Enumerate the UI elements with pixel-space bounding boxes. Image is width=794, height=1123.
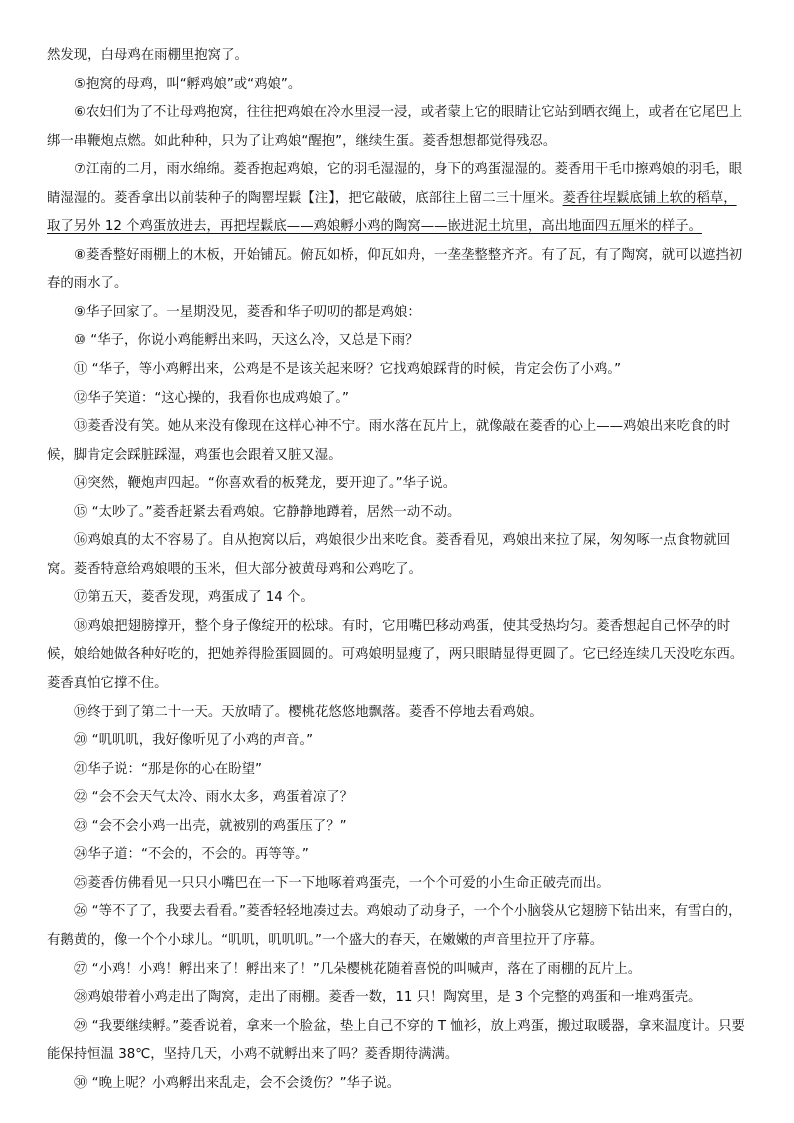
paragraph-14: ⑭突然，鞭炮声四起。“你喜欢看的板凳龙，要开迎了。”华子说。 bbox=[74, 476, 457, 492]
paragraph-25: ㉕菱香仿佛看见一只只小嘴巴在一下一下地啄着鸡蛋壳，一个个可爱的小生命正破壳而出。 bbox=[74, 875, 610, 891]
paragraph-16: ⑯鸡娘真的太不容易了。自从抱窝以后，鸡娘很少出来吃食。菱香看见，鸡娘出来拉了屎，匆匆啄一点食物就回窝。菱香特意给鸡娘喂的玉米，但大部分被黄母鸡和公鸡吃了。 bbox=[47, 533, 731, 577]
paragraph-10: ⑩ “华子，你说小鸡能孵出来吗，天这么冷，又总是下雨？ bbox=[74, 333, 419, 349]
paragraph-13: ⑬菱香没有笑。她从来没有像现在这样心神不宁。雨水落在瓦片上，就像敲在菱香的心上——鸡娘出来吃食的时候，脚肯定会踩脏踩湿，鸡蛋也会跟着又脏又湿。 bbox=[47, 419, 731, 463]
paragraph-18: ⑱鸡娘把翅膀撑开，整个身子像绽开的松球。有时，它用嘴巴移动鸡蛋，使其受热均匀。菱香想起自己怀孕的时候，娘给她做各种好吃的，把她养得脸蛋圆圆的。可鸡娘明显瘦了，两只眼睛显得更圆了。它已经连续几天没吃东西。菱香真怕它撑不住。 bbox=[47, 618, 744, 692]
paragraph-7-text: ⑦江南的二月，雨水绵绵。菱香抱起鸡娘，它的羽毛湿湿的，身下的鸡蛋湿湿的。菱香用干毛巾擦鸡娘的羽毛，眼睛湿湿的。菱香拿出以前装种子的陶罂埕鬏【注】，把它敲破，底部往上留二三十厘米。 bbox=[47, 162, 743, 206]
paragraph-26: ㉖ “等不了了，我要去看看。”菱香轻轻地凑过去。鸡娘动了动身子，一个个小脑袋从它翅膀下钻出来，有雪白的，有鹅黄的，像一个个小球儿。“叽叽，叽叽叽。”一个盛大的春天，在嫩嫩的声音里拉开了序幕。 bbox=[47, 904, 742, 948]
paragraph-28: ㉘鸡娘带着小鸡走出了陶窝，走出了雨棚。菱香一数，11 只！陶窝里，是 3 个完整的鸡蛋和一堆鸡蛋壳。 bbox=[74, 990, 702, 1006]
paragraph-15: ⑮ “太吵了。”菱香赶紧去看鸡娘。它静静地蹲着，居然一动不动。 bbox=[74, 504, 461, 520]
paragraph-continuation: 然发现，白母鸡在雨棚里抱窝了。 bbox=[47, 48, 248, 63]
paragraph-5: ⑤抱窝的母鸡，叫“孵鸡娘”或“鸡娘”。 bbox=[74, 76, 302, 92]
paragraph-24: ㉔华子道：“不会的，不会的。再等等。” bbox=[74, 847, 309, 863]
paragraph-17: ⑰第五天，菱香发现，鸡蛋成了 14 个。 bbox=[74, 590, 314, 606]
paragraph-30: ㉚ “晚上呢？小鸡孵出来乱走，会不会烫伤？”华子说。 bbox=[74, 1075, 401, 1091]
paragraph-6: ⑥农妇们为了不让母鸡抱窝，往往把鸡娘在冷水里浸一浸，或者蒙上它的眼睛让它站到晒衣绳上，或者在它尾巴上绑一串鞭炮点燃。如此种种，只为了让鸡娘“醒抱”，继续生蛋。菱香想想都觉得残忍。 bbox=[47, 105, 743, 149]
paragraph-20: ⑳ “叽叽叽，我好像听见了小鸡的声音。” bbox=[74, 733, 314, 749]
paragraph-7 bbox=[47, 156, 747, 242]
paragraph-21: ㉑华子说：“那是你的心在盼望” bbox=[74, 761, 262, 777]
paragraph-19: ⑲终于到了第二十一天。天放晴了。樱桃花悠悠地飘落。菱香不停地去看鸡娘。 bbox=[74, 704, 543, 720]
paragraph-23: ㉓ “会不会小鸡一出壳，就被别的鸡蛋压了？” bbox=[74, 818, 347, 834]
paragraph-11: ⑪ “华子，等小鸡孵出来，公鸡是不是该关起来呀？它找鸡娘踩背的时候，肯定会伤了小鸡。” bbox=[74, 362, 622, 378]
paragraph-7-underlined-text: 菱香往埕鬏底铺上软的稻草，取了另外 12 个鸡蛋放进去，再把埕鬏底——鸡娘孵小鸡的陶窝——嵌进泥土坑里，高出地面四五厘米的样子。 bbox=[47, 190, 737, 235]
paragraph-12: ⑫华子笑道：“这心操的，我看你也成鸡娘了。” bbox=[74, 390, 349, 406]
paragraph-8: ⑧菱香整好雨棚上的木板，开始铺瓦。俯瓦如桥，仰瓦如舟，一垄垄整整齐齐。有了瓦，有了陶窝，就可以遮挡初春的雨水了。 bbox=[47, 247, 743, 292]
paragraph-22: ㉒ “会不会天气太冷、雨水太多，鸡蛋着凉了？ bbox=[74, 790, 354, 806]
paragraph-9: ⑨华子回家了。一星期没见，菱香和华子叨叨的都是鸡娘： bbox=[74, 304, 421, 320]
story-text bbox=[47, 42, 747, 1098]
paragraph-29: ㉙ “我要继续孵。”菱香说着，拿来一个脸盆，垫上自己不穿的 T 恤衫，放上鸡蛋，搬过取暖器，拿来温度计。只要能保持恒温 38℃，坚持几天，小鸡不就孵出来了吗？菱香期待满满。 bbox=[47, 1018, 745, 1063]
paragraph-27: ㉗ “小鸡！小鸡！孵出来了！孵出来了！”几朵樱桃花随着喜悦的叫喊声，落在了雨棚的瓦片上。 bbox=[74, 961, 642, 977]
